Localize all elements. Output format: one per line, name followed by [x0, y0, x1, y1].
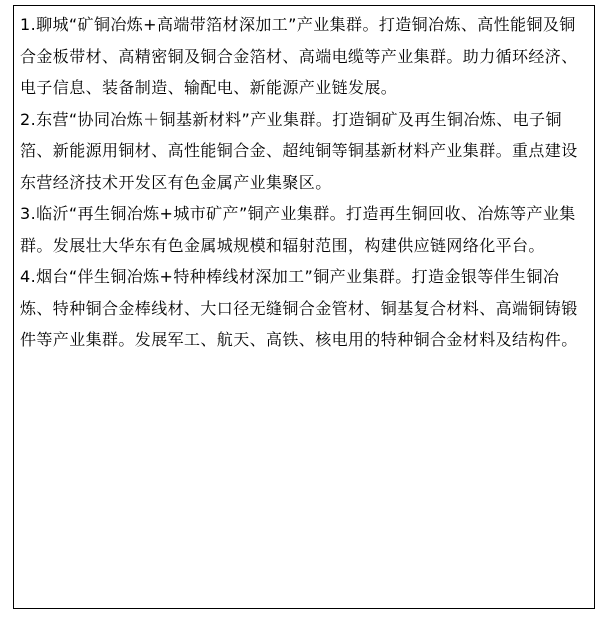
paragraph-dongying: 2.东营“协同冶炼＋铜基新材料”产业集群。打造铜矿及再生铜冶炼、电子铜箔、新能源用铜材、高性能铜合金、超纯铜等铜基新材料产业集群。重点建设东营经济技术开发区有色金属产业集聚区。: [20, 109, 578, 192]
paragraph-liaocheng: 1.聊城“矿铜冶炼+高端带箔材深加工”产业集群。打造铜冶炼、高性能铜及铜合金板带材、高精密铜及铜合金箔材、高端电缆等产业集群。助力循环经济、电子信息、装备制造、输配电、新能源产业链发展。: [20, 15, 578, 97]
text-box: [13, 5, 595, 609]
paragraph-linyi: 3.临沂“再生铜冶炼+城市矿产”铜产业集群。打造再生铜回收、冶炼等产业集群。发展壮大华东有色金属城规模和辐射范围，构建供应链网络化平台。: [20, 204, 576, 255]
text-content: [20, 9, 588, 356]
paragraph-yantai: 4.烟台“伴生铜冶炼+特种棒线材深加工”铜产业集群。打造金银等伴生铜冶炼、特种铜合金棒线材、大口径无缝铜合金管材、铜基复合材料、高端铜铸锻件等产业集群。发展军工、航天、高铁、核电用的特种铜合金材料及结构件。: [20, 267, 578, 349]
